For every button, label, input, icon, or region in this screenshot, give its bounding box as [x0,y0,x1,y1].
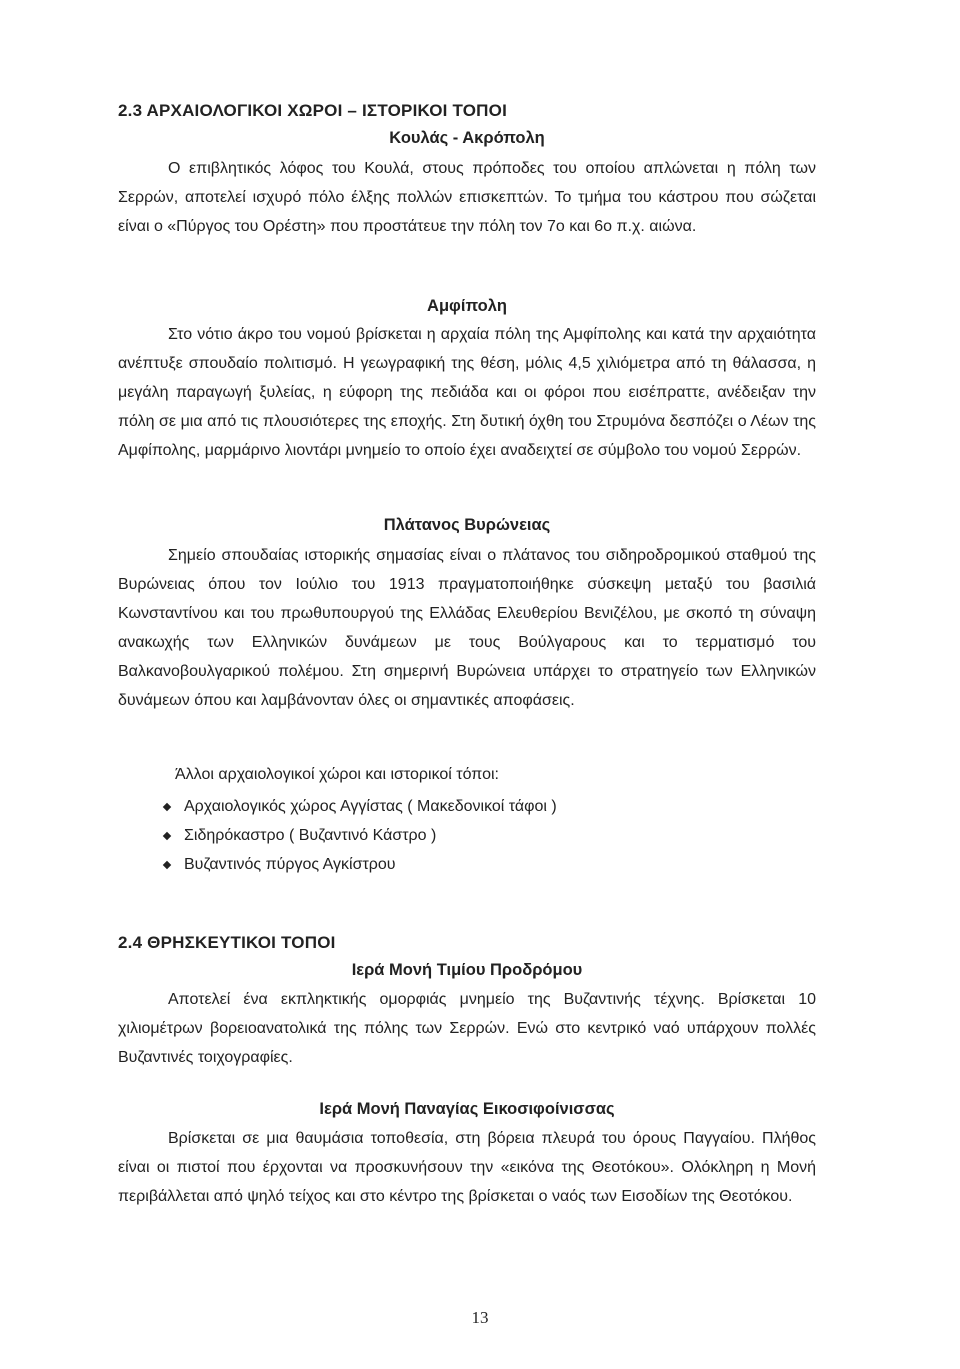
paragraph-koulas: Ο επιβλητικός λόφος του Κουλά, στους πρόποδες του οποίου απλώνεται η πόλη των Σερρών, αποτελεί ισχυρό πόλο έλξης πολλών επισκεπτών. Το τμήμα του κάστρου που σώζεται είναι ο «Πύργος του Ορέστη» που προστάτευε την πόλη τον 7ο και 6ο π.χ. αιώνα. [118,160,816,235]
paragraph-timiou-prodromou: Αποτελεί ένα εκπληκτικής ομορφιάς μνημείο της Βυζαντινής τέχνης. Βρίσκεται 10 χιλιομέτρων βορειοανατολικά της πόλης των Σερρών. Ενώ στο κεντρικό ναό υπάρχουν πολλές Βυζαντινές τοιχογραφίες. [118,991,816,1066]
diamond-bullet-icon [163,860,171,868]
subtitle-timiou-prodromou: Ιερά Μονή Τιμίου Προδρόμου [351,961,583,979]
other-sites-list [160,792,557,879]
section-heading-archaeological-sites: 2.3 ΑΡΧΑΙΟΛΟΓΙΚΟΙ ΧΩΡΟΙ – ΙΣΤΟΡΙΚΟΙ ΤΟΠΟΙ [118,101,507,120]
paragraph-amphipolis: Στο νότιο άκρο του νομού βρίσκεται η αρχαία πόλη της Αμφίπολης και κατά την αρχαιότητα ανέπτυξε σπουδαίο πολιτισμό. Η γεωγραφική της θέση, μόλις 4,5 χιλιόμετρα από τη θάλασσα, η μεγάλη παραγωγή ξυλείας, η εύφορη της πεδιάδα και οι φόροι που εισέπραττε, ανέδειξαν την πόλη σε μια από τις πλουσιότερες της εποχής. Στη δυτική όχθη του Στρυμόνα δεσπόζει ο Λέων της Αμφίπολης, μαρμάρινο λιοντάρι μνημείο το οποίο έχει αναδειχτεί σε σύμβολο του νομού Σερρών. [118,326,816,459]
section-heading-religious-sites: 2.4 ΘΡΗΣΚΕΥΤΙΚΟΙ ΤΟΠΟΙ [118,933,336,952]
diamond-bullet-icon [163,802,171,810]
subtitle-koulas-acropolis: Κουλάς - Ακρόπολη [389,129,545,147]
paragraph-eikosifoinissas: Βρίσκεται σε μια θαυμάσια τοποθεσία, στη βόρεια πλευρά του όρους Παγγαίου. Πλήθος είναι οι πιστοί που έρχονται να προσκυνήσουν την «εικόνα της Θεοτόκου». Ολόκληρη η Μονή περιβάλλεται από ψηλό τείχος και στο κέντρο της βρίσκεται ο ναός των Εισοδίων της Θεοτόκου. [118,1130,816,1205]
subtitle-platanos-vyroneias: Πλάτανος Βυρώνειας [383,516,551,534]
list-item [160,821,557,850]
subtitle-amphipolis: Αμφίπολη [427,297,507,315]
list-item-label: Βυζαντινός πύργος Αγκίστρου [184,856,396,873]
subtitle-eikosifoinissas: Ιερά Μονή Παναγίας Εικοσιφοίνισσας [319,1100,615,1118]
paragraph-platanos: Σημείο σπουδαίας ιστορικής σημασίας είναι ο πλάτανος του σιδηροδρομικού σταθμού της Βυρώνειας όπου τον Ιούλιο του 1913 πραγματοποιήθηκε σύσκεψη μεταξύ του βασιλιά Κωνσταντίνου και του πρωθυπουργού της Ελλάδας Ελευθερίου Βενιζέλου, με σκοπό τη σύναψη ανακωχής των Ελληνικών δυνάμεων με τους Βούλγαρους και το τερματισμό του Βαλκανοβουλγαρικού πολέμου. Στη σημερινή Βυρώνεια υπάρχει το στρατηγείο των Ελληνικών δυνάμεων όπου και λαμβάνονταν όλες οι σημαντικές αποφάσεις. [118,547,816,709]
page-number: 13 [471,1308,489,1327]
other-sites-intro: Άλλοι αρχαιολογικοί χώροι και ιστορικοί τόποι: [175,766,499,783]
list-item-label: Αρχαιολογικός χώρος Αγγίστας ( Μακεδονικοί τάφοι ) [184,798,557,815]
list-item-label: Σιδηρόκαστρο ( Βυζαντινό Κάστρο ) [184,827,437,844]
diamond-bullet-icon [163,831,171,839]
list-item [160,792,557,821]
list-item [160,850,557,879]
